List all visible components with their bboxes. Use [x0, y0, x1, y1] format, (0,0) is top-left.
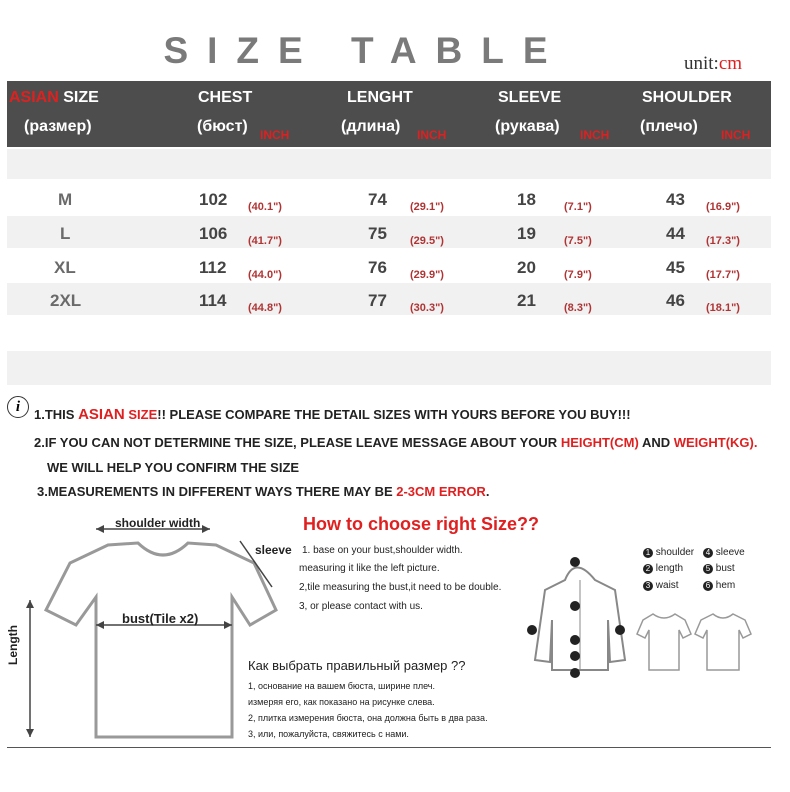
how-line-2: measuring it like the left picture. [299, 563, 440, 574]
legend-label: hem [715, 580, 736, 591]
header-sleeve-inch: INCH [580, 128, 610, 142]
shoulder-inch: (16.9") [706, 201, 740, 213]
length-inch: (29.5") [410, 235, 444, 247]
note-2-height: HEIGHT(CM) [560, 435, 639, 450]
sleeve-cell: 19 [517, 224, 536, 243]
legend-shoulder [643, 547, 694, 558]
header-length-ru: (длина) [341, 118, 401, 135]
hoodie-diagram [520, 550, 650, 680]
note-2-weight: WEIGHT(KG). [673, 435, 758, 450]
header-asian: ASIAN [9, 89, 59, 106]
legend-num-2: 2 [643, 564, 653, 574]
length-label: Length [6, 625, 20, 665]
note-2-line2: WE WILL HELP YOU CONFIRM THE SIZE [47, 460, 300, 475]
legend-sleeve [703, 547, 745, 558]
ru-line-3: 2, плитка измерения бюста, она должна быть в два раза. [248, 713, 488, 723]
length-cell: 75 [368, 224, 387, 243]
length-cell: 77 [368, 291, 387, 310]
legend-label: bust [715, 563, 735, 574]
legend-label: waist [655, 580, 679, 591]
header-size-ru: (размер) [24, 118, 92, 135]
shoulder-width-label: shoulder width [115, 516, 201, 530]
ru-title: Как выбрать правильный размер ?? [248, 658, 466, 673]
ru-line-2: измеряя его, как показано на рисунке слева. [248, 697, 435, 707]
legend-num-4: 4 [703, 548, 713, 558]
shoulder-cell: 45 [666, 258, 685, 277]
how-line-3: 2,tile measuring the bust,it need to be double. [299, 582, 502, 593]
note-1-a: 1.THIS [34, 407, 79, 422]
chest-inch: (41.7") [248, 235, 282, 247]
note-2 [34, 435, 757, 450]
header-length: LENGHT [347, 89, 413, 106]
legend-length [643, 563, 683, 574]
legend-bust [703, 563, 735, 574]
sleeve-inch: (7.1") [564, 201, 592, 213]
sleeve-inch: (8.3") [564, 302, 592, 314]
length-inch: (30.3") [410, 302, 444, 314]
note-1-asian: ASIAN [78, 406, 125, 423]
header-size [9, 89, 99, 107]
header-shoulder-inch: INCH [721, 128, 751, 142]
shoulder-inch: (17.7") [706, 269, 740, 281]
legend-num-6: 6 [703, 581, 713, 591]
note-3-a: 3.MEASUREMENTS IN DIFFERENT WAYS THERE MAY BE [37, 484, 397, 499]
size-cell: L [60, 224, 71, 243]
chest-inch: (44.0") [248, 269, 282, 281]
unit-value: cm [718, 53, 743, 74]
ru-line-1: 1, основание на вашем бюста, ширине плеч. [248, 681, 435, 691]
legend-label: sleeve [715, 547, 745, 558]
note-2-b: AND [638, 435, 674, 450]
sleeve-cell: 21 [517, 291, 536, 310]
ru-line-4: 3, или, пожалуйста, свяжитесь с нами. [248, 729, 409, 739]
shoulder-cell: 46 [666, 291, 685, 310]
note-1-size: SIZE [124, 407, 158, 422]
chest-cell: 106 [199, 224, 228, 243]
legend-hem [703, 580, 735, 591]
table-band-top [7, 149, 771, 179]
legend-label: shoulder [655, 547, 695, 558]
shoulder-inch: (18.1") [706, 302, 740, 314]
legend-num-5: 5 [703, 564, 713, 574]
length-inch: (29.9") [410, 269, 444, 281]
unit-label [684, 53, 742, 75]
note-1 [34, 406, 631, 423]
how-line-1: 1. base on your bust,shoulder width. [302, 545, 463, 556]
chest-cell: 112 [199, 258, 227, 277]
table-band-l [7, 216, 771, 248]
chest-inch: (40.1") [248, 201, 282, 213]
sleeve-cell: 20 [517, 258, 536, 277]
header-shoulder-ru: (плечо) [640, 118, 698, 135]
note-2-a: 2.IF YOU CAN NOT DETERMINE THE SIZE, PLEASE LEAVE MESSAGE ABOUT YOUR [34, 435, 561, 450]
legend-label: length [655, 563, 684, 574]
bust-label: bust(Tile x2) [122, 611, 199, 626]
length-inch: (29.1") [410, 201, 444, 213]
header-sleeve: SLEEVE [498, 89, 562, 106]
header-length-inch: INCH [417, 128, 447, 142]
sleeve-inch: (7.9") [564, 269, 592, 281]
header-chest-ru: (бюст) [197, 118, 248, 135]
header-chest-inch: INCH [260, 128, 290, 142]
header-chest: CHEST [198, 89, 253, 106]
note-3 [37, 484, 489, 499]
sleeve-inch: (7.5") [564, 235, 592, 247]
length-cell: 74 [368, 190, 387, 209]
size-cell: XL [54, 258, 76, 277]
how-line-4: 3, or please contact with us. [299, 601, 423, 612]
legend-waist [643, 580, 679, 591]
chest-inch: (44.8") [248, 302, 282, 314]
note-3-b: . [485, 484, 490, 499]
header-size-label: SIZE [63, 89, 99, 106]
size-cell: M [58, 190, 73, 209]
shoulder-inch: (17.3") [706, 235, 740, 247]
chest-cell: 114 [199, 291, 227, 310]
note-3-error: 2-3CM ERROR [396, 484, 486, 499]
legend-num-1: 1 [643, 548, 653, 558]
shoulder-cell: 44 [666, 224, 685, 243]
shoulder-cell: 43 [666, 190, 685, 209]
page-title: SIZE TABLE [163, 30, 567, 71]
note-1-c: !! PLEASE COMPARE THE DETAIL SIZES WITH YOURS BEFORE YOU BUY!!! [157, 407, 631, 422]
how-title: How to choose right Size?? [303, 514, 540, 534]
bottom-rule [7, 747, 771, 748]
table-band-2xl [7, 283, 771, 315]
length-cell: 76 [368, 258, 387, 277]
table-header [7, 81, 771, 147]
table-band-bottom [7, 351, 771, 385]
size-cell: 2XL [50, 291, 82, 310]
sleeve-label: sleeve [255, 543, 292, 557]
small-shirts-icon [635, 608, 755, 673]
sleeve-cell: 18 [517, 190, 536, 209]
chest-cell: 102 [199, 190, 228, 209]
info-icon: i [7, 396, 29, 418]
unit-prefix: unit: [684, 53, 719, 74]
legend-num-3: 3 [643, 581, 653, 591]
header-sleeve-ru: (рукава) [495, 118, 560, 135]
header-shoulder: SHOULDER [642, 89, 732, 106]
